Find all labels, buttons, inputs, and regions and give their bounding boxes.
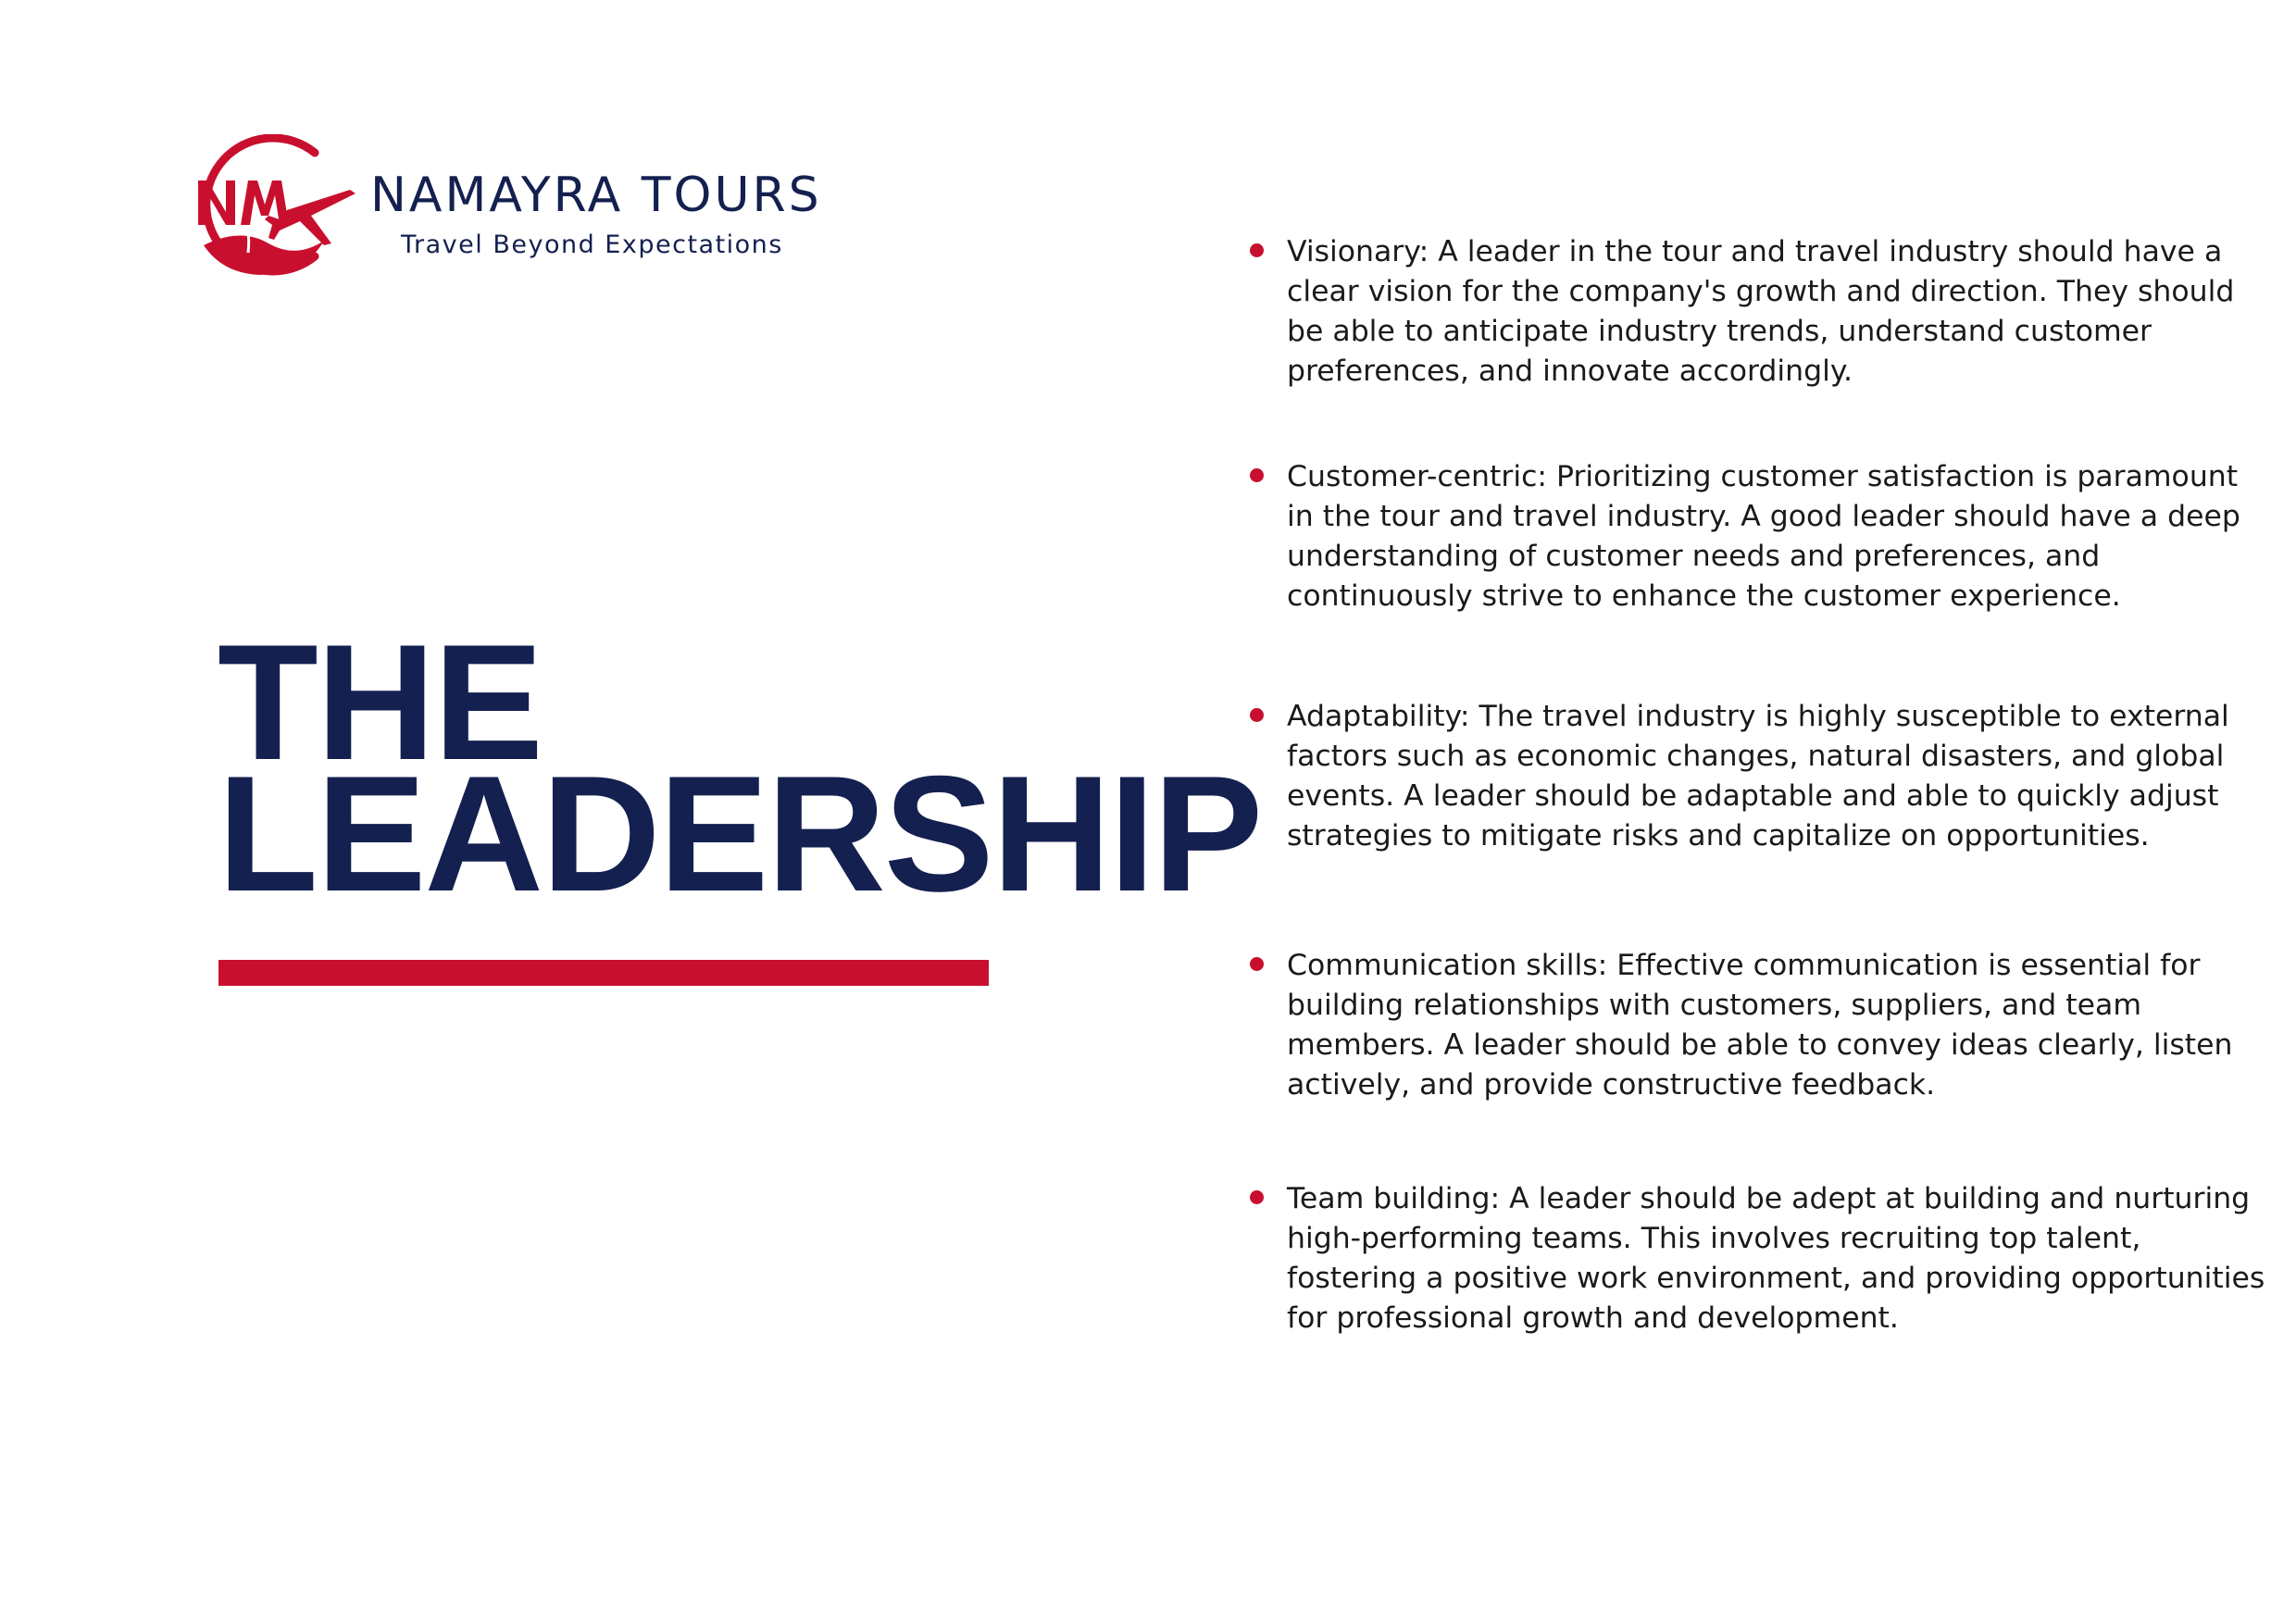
list-item-text: Communication skills: Effective communication is essential for building relationships with customers, suppliers, and team members. A leader should be able to convey ideas clearly, listen actively, and provide constructive feedback. <box>1287 949 2233 1101</box>
list-item-text: Visionary: A leader in the tour and travel industry should have a clear vision for the company's growth and direction. They should be able to anticipate industry trends, understand customer preferences, and innovate accordingly. <box>1287 235 2235 388</box>
brand-tagline: Travel Beyond Expectations <box>401 230 783 259</box>
brand-logo <box>176 134 880 292</box>
page-title-line-2: LEADERSHIP <box>218 741 1262 926</box>
bullet-dot-icon <box>1250 1190 1264 1204</box>
brand-name: NAMAYRA TOURS <box>370 168 822 223</box>
list-item-text: Customer-centric: Prioritizing customer satisfaction is paramount in the tour and travel industry. A good leader should have a deep understanding of customer needs and preferences, and continuously strive to enhance the customer experience. <box>1287 460 2240 613</box>
list-item-text: Team building: A leader should be adept at building and nurturing high-performing teams. This involves recruiting top talent, fostering a positive work environment, and providing opportunities for professional growth and development. <box>1287 1182 2265 1335</box>
title-underline-divider <box>218 960 989 986</box>
nm-monogram-icon <box>194 175 306 230</box>
bullet-dot-icon <box>1250 957 1264 971</box>
bullet-dot-icon <box>1250 243 1264 257</box>
page-title-line-1: THE <box>218 610 542 794</box>
bullet-dot-icon <box>1250 708 1264 722</box>
page-title <box>218 610 1262 926</box>
bullet-dot-icon <box>1250 468 1264 482</box>
list-item-text: Adaptability: The travel industry is highly susceptible to external factors such as economic changes, natural disasters, and global events. A leader should be adaptable and able to quickly adjust strategies to mitigate risks and capitalize on opportunities. <box>1287 700 2229 853</box>
